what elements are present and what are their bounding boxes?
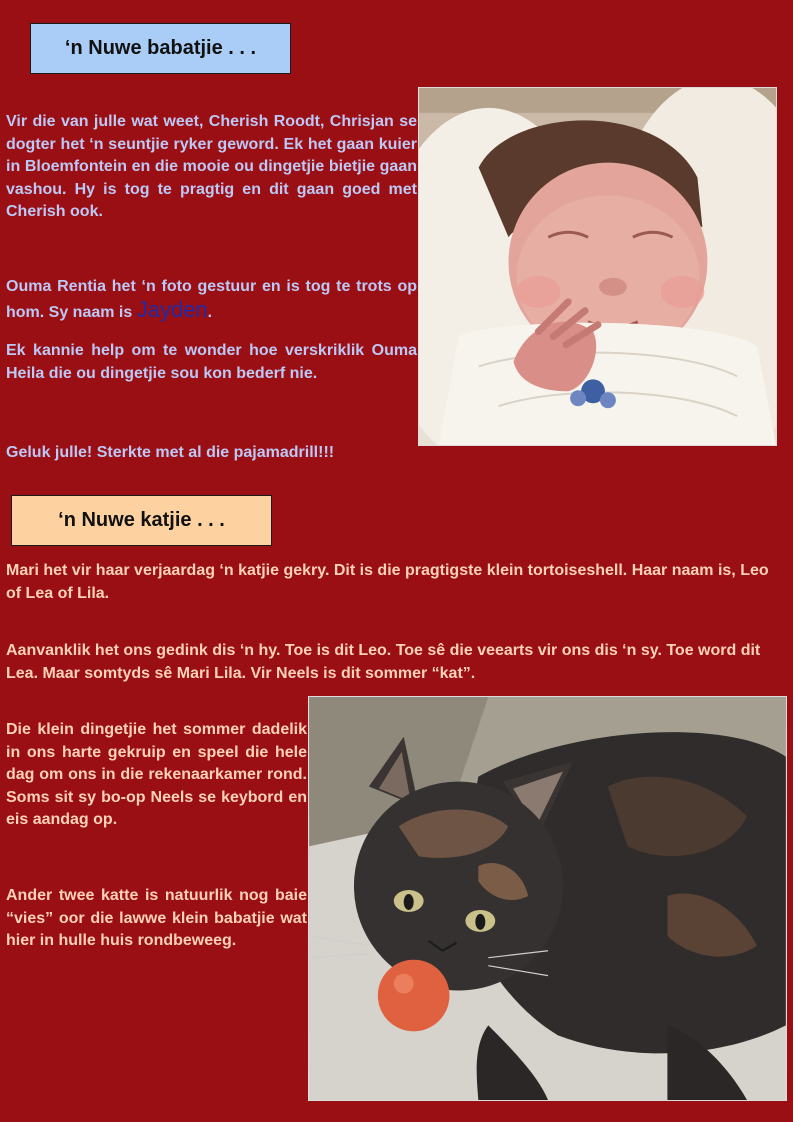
- baby-section-title: [30, 23, 291, 74]
- kitten-photo: [308, 696, 787, 1101]
- kitten-section-title-text: ‘n Nuwe katjie . . .: [58, 509, 225, 531]
- baby-paragraph-2-text: Ouma Rentia het ‘n foto gestuur en is tog te trots op hom. Sy naam is: [6, 278, 417, 321]
- baby-paragraph-2: [6, 276, 417, 324]
- baby-photo: [418, 87, 777, 446]
- baby-paragraph-3: Ek kannie help om te wonder hoe verskriklik Ouma Heila die ou dingetjie sou kon bederf nie.: [6, 342, 417, 382]
- kitten-photo-illustration: [309, 697, 786, 1100]
- kitten-paragraph-2: Aanvanklik het ons gedink dis ‘n hy. Toe is dit Leo. Toe sê die veearts vir ons dis ‘n sy. Toe word dit Lea. Maar somtyds sê Mari Lila. Vir Neels is dit sommer “kat”.: [6, 642, 761, 682]
- kitten-section-title: [11, 495, 272, 546]
- kitten-paragraph-3: Die klein dingetjie het sommer dadelik in ons harte gekruip en speel die hele dag om ons in die rekenaarkamer rond. Soms sit sy bo-op Neels se keybord en eis aandag op.: [6, 721, 307, 828]
- baby-photo-illustration: [419, 88, 776, 445]
- baby-paragraph-4: Geluk julle! Sterkte met al die pajamadrill!!!: [6, 444, 335, 461]
- kitten-paragraph-4: Ander twee katte is natuurlik nog baie “vies” oor die lawwe klein babatjie wat hier in hulle huis rondbeweeg.: [6, 887, 307, 949]
- kitten-paragraph-1: Mari het vir haar verjaardag ‘n katjie gekry. Dit is die pragtigste klein tortoiseshell. Haar naam is, Leo of Lea of Lila.: [6, 562, 769, 602]
- baby-section-title-text: ‘n Nuwe babatjie . . .: [64, 37, 257, 59]
- baby-paragraph-2-end: .: [207, 303, 213, 321]
- baby-name: Jayden: [136, 296, 208, 322]
- baby-paragraph-1: Vir die van julle wat weet, Cherish Roodt, Chrisjan se dogter het ‘n seuntjie ryker geword. Ek het gaan kuier in Bloemfontein en die mooie ou dingetjie bietjie gaan vashou. Hy is tog te pragtig en dit gaan goed met Cherish ook.: [6, 113, 417, 220]
